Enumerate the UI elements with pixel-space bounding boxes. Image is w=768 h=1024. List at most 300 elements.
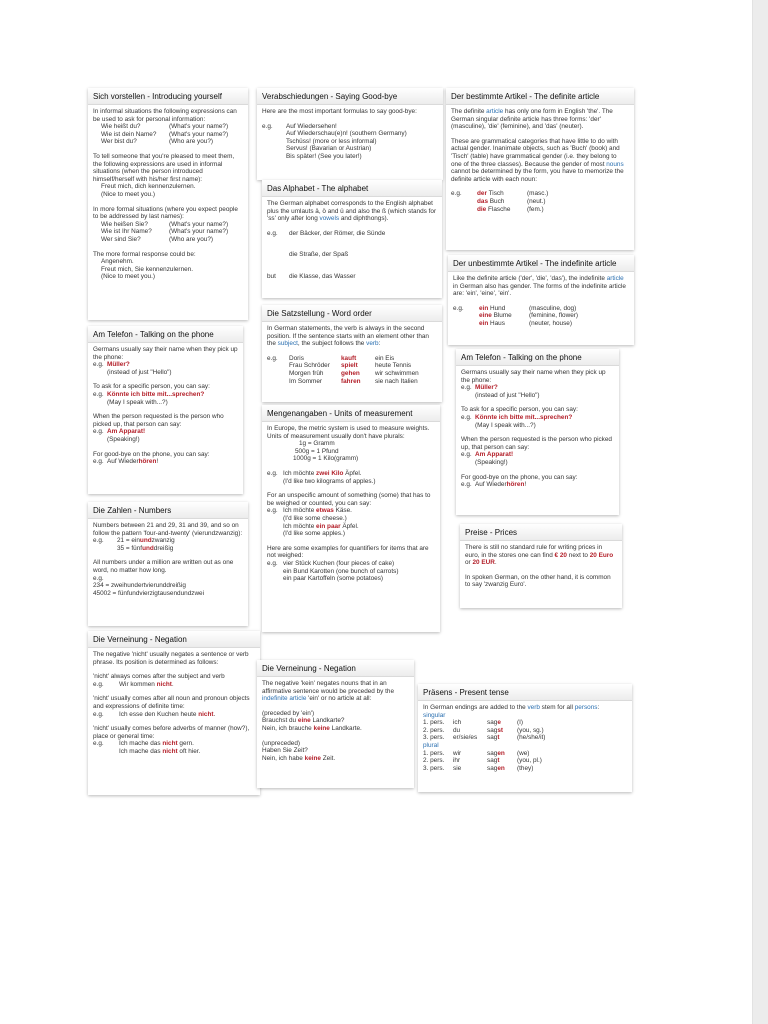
phrase-de	[119, 740, 194, 748]
text: In Europe, the metric system is used to measure weights. Units of measurement usually don't have plurals:	[267, 425, 430, 440]
ending: en	[497, 764, 505, 772]
eg-label: e.g.	[93, 390, 104, 398]
noun: Blume	[491, 312, 512, 320]
text: Zeit.	[320, 754, 336, 762]
phrase-de: Tschüss! (more or less informal)	[286, 137, 377, 145]
phrase-en: (instead of just "Hello")	[107, 368, 172, 376]
translation: (he/she/it)	[517, 734, 546, 742]
phrase-de: Am Apparat!	[475, 451, 514, 459]
text: Wir kommen	[119, 680, 157, 688]
phrase-de: Müller?	[107, 361, 130, 369]
phrase-de: Freut mich, Sie kennenzulernen.	[101, 265, 194, 273]
phrase-en: (May I speak with...?)	[107, 398, 168, 406]
verb: kauft	[341, 354, 357, 362]
example-row	[262, 130, 438, 138]
text: In German statements, the verb is always in the second position. If the sentence starts with an element other than the	[267, 325, 429, 348]
eg-label: e.g.	[267, 229, 278, 237]
highlight: und	[139, 537, 152, 545]
pronoun: er/sie/es	[453, 734, 478, 742]
gender: (fem.)	[527, 205, 544, 213]
eg-label: e.g.	[93, 740, 104, 748]
conjugation-row	[423, 765, 627, 773]
article-row	[453, 320, 629, 328]
verb-link[interactable]: verb	[366, 340, 379, 348]
text: The German alphabet corresponds to the English alphabet plus the umlauts ä, ö and ü and also the ß (which stands for 'ss' only after long	[267, 200, 437, 223]
phrase-en: (Nice to meet you.)	[101, 190, 155, 198]
highlight: zwei Kilo	[316, 469, 344, 477]
article-row	[453, 305, 629, 313]
text: All numbers under a million are written out as one word, no matter how long.	[93, 559, 234, 574]
pronoun: wir	[453, 749, 462, 757]
rest: sie nach Italien	[375, 377, 418, 385]
ending: st	[497, 726, 503, 734]
eg-label: e.g.	[453, 304, 464, 312]
text: Ich möchte	[283, 507, 317, 515]
phrase-de: Wie heißen Sie?	[101, 220, 148, 228]
eg-label: e.g.	[93, 710, 104, 718]
singular-label: singular	[423, 711, 446, 719]
verb-form	[487, 750, 517, 758]
example-row	[461, 451, 614, 459]
price-format: € 20	[554, 551, 567, 559]
person-number: 3. pers.	[423, 734, 445, 742]
text: Ich mache das	[119, 747, 163, 755]
card-definite-article	[446, 88, 634, 250]
text: For an unspecific amount of something (some) that has to be weighed or counted, you can say:	[267, 492, 431, 507]
phrase-de: Könnte ich bitte mit...sprechen?	[107, 390, 205, 398]
phrase-en: (May I speak with...?)	[475, 421, 536, 429]
card-indefinite-article	[448, 255, 634, 345]
verb: spielt	[341, 362, 358, 370]
eg-label: e.g.	[93, 458, 104, 466]
first-element: Frau Schröder	[289, 362, 330, 370]
verb: fahren	[341, 377, 361, 385]
example-row	[93, 537, 243, 545]
article-link[interactable]: article	[486, 108, 504, 115]
phrase-de: Freut mich, dich kennenzulernen.	[101, 183, 196, 191]
text: .	[171, 680, 174, 688]
text: Ich esse den Kuchen heute	[119, 710, 199, 718]
phrase-en: (What's your name?)	[169, 123, 229, 131]
plural-label: plural	[423, 741, 439, 749]
highlight: etwas	[316, 507, 334, 515]
noun: Tisch	[486, 190, 504, 198]
example-row	[461, 384, 614, 392]
price-format: 20 Euro	[589, 551, 614, 559]
article: das	[477, 197, 489, 205]
article: der	[477, 190, 487, 198]
eg-label: e.g.	[461, 451, 472, 459]
phrase-de: Wer bist du?	[101, 138, 137, 146]
text: zwanzig	[151, 537, 175, 545]
card-negation-kein	[257, 660, 414, 788]
phrase-de: vier Stück Kuchen (four pieces of cake)	[283, 559, 395, 567]
phrase-en: (Who are you?)	[169, 235, 214, 243]
text: Auf Wieder	[107, 458, 139, 466]
phrase-de: ein Bund Karotten (one bunch of carrots)	[283, 567, 399, 575]
card-saying-goodbye	[257, 88, 443, 180]
phrase-de	[262, 725, 409, 733]
phrase-de: Auf Wiedersehen!	[286, 122, 337, 130]
stem: sag	[487, 757, 498, 765]
conjugation-row	[423, 727, 627, 735]
word-order-row	[267, 370, 437, 378]
verb-form	[487, 757, 517, 765]
verb-form	[487, 727, 517, 735]
text: stem for all	[539, 704, 575, 711]
text: To tell someone that you're pleased to meet them, the following expressions are used in informal situations (when the person introduced himself/herself with his/her first name):	[93, 152, 235, 183]
article-row	[451, 190, 629, 198]
article-row	[451, 206, 629, 214]
first-element: Im Sommer	[289, 377, 323, 385]
text: Here are some examples for quantifiers for items that are not weighed:	[267, 544, 429, 560]
eg-label: e.g.	[267, 469, 278, 477]
phrase-row	[93, 228, 243, 236]
verb-link[interactable]: verb	[527, 704, 540, 711]
text: In informal situations the following expressions can be used to ask for personal information:	[93, 108, 237, 123]
highlight: hören	[138, 458, 157, 466]
example-row	[267, 560, 435, 568]
conjugation-row	[423, 757, 627, 765]
text: In spoken German, on the other hand, it is common to say 'zwanzig Euro'.	[465, 573, 611, 589]
word-order-row	[267, 355, 437, 363]
highlight: keine	[313, 724, 330, 732]
text: Here are the most important formulas to say good-bye:	[262, 108, 417, 115]
phrase-row	[93, 131, 243, 139]
ending: t	[497, 757, 500, 765]
example: die Klasse, das Wasser	[289, 272, 356, 280]
example-row	[267, 230, 437, 238]
noun: Buch	[488, 197, 505, 205]
phrase-de	[262, 755, 409, 763]
example-row	[262, 138, 438, 146]
word-order-row	[267, 378, 437, 386]
highlight: eine	[297, 717, 311, 725]
text: Nein, ich habe	[262, 754, 305, 762]
phrase-de: Wie heißt du?	[101, 123, 141, 131]
eg-label: e.g.	[267, 354, 278, 362]
text: Nein, ich brauche	[262, 724, 314, 732]
text: .	[213, 710, 216, 718]
text: (preceded by 'ein')	[262, 709, 315, 717]
scrollbar[interactable]	[752, 0, 768, 1024]
text	[465, 544, 617, 567]
card-word-order	[262, 305, 442, 402]
card-units-of-measurement	[262, 405, 440, 632]
text: oft hier.	[177, 747, 201, 755]
persons-link[interactable]: persons	[574, 704, 598, 711]
article: ein	[479, 319, 489, 327]
phrase-de	[119, 711, 215, 719]
phrase-row	[93, 236, 243, 244]
text: Äpfel.	[340, 522, 359, 530]
phrase-de: ein paar Kartoffeln (some potatoes)	[283, 575, 384, 583]
card-title: Präsens - Present tense	[418, 684, 632, 701]
text: These are grammatical categories that have little to do with actual gender. Inanimate objects, such as 'Buch' (book) and 'Tisch' (table) have grammatical gender (i.e. they belong to one of the three classes). Because the gender of most	[451, 137, 620, 168]
text: Landkarte?	[310, 717, 345, 725]
text: 'ein' or no article at all:	[306, 695, 372, 703]
phrase-de: Könnte ich bitte mit...sprechen?	[475, 413, 573, 421]
phrase-de	[262, 717, 409, 725]
card-numbers	[88, 502, 248, 626]
phrase-en: (I'd like some apples.)	[283, 530, 345, 538]
card-title: Verabschiedungen - Saying Good-bye	[257, 88, 443, 105]
article: die	[477, 205, 487, 213]
example-row	[93, 681, 255, 689]
card-telephone-left	[88, 326, 243, 494]
text: next to	[566, 551, 590, 559]
example-row	[267, 251, 437, 259]
first-element: Doris	[289, 354, 304, 362]
first-element: Morgen früh	[289, 369, 324, 377]
measure: 1000g = 1 Kilo(gramm)	[293, 455, 359, 463]
rest: ein Eis	[375, 354, 395, 362]
indefinite-article-link[interactable]: indefinite article	[262, 695, 307, 703]
text: Ich möchte	[283, 522, 317, 530]
article-row	[451, 198, 629, 206]
person-number: 2. pers.	[423, 757, 445, 765]
card-title: Am Telefon - Talking on the phone	[88, 326, 243, 343]
phrase-en: (I'd like some cheese.)	[283, 514, 347, 522]
phrase-en: (What's your name?)	[169, 228, 229, 236]
phrase-row	[93, 138, 243, 146]
highlight: nicht	[198, 710, 214, 718]
subject-link[interactable]: subject	[277, 340, 298, 348]
example-row	[93, 428, 238, 436]
text: , the subject follows the	[297, 340, 367, 348]
stem: sag	[487, 764, 498, 772]
number	[117, 545, 173, 553]
text: Like the definite article ('der', 'die', 'das'), the indefinite	[453, 275, 607, 282]
text: Käse.	[333, 507, 352, 515]
article-link[interactable]: article	[606, 275, 624, 282]
phrase-de: Haben Sie Zeit?	[262, 747, 308, 755]
eg-label: e.g.	[93, 537, 104, 545]
vowels-link[interactable]: vowels	[319, 215, 340, 223]
card-title: Mengenangaben - Units of measurement	[262, 405, 440, 422]
card-prices	[460, 524, 622, 608]
highlight: nicht	[162, 740, 178, 748]
text: When the person requested is the person who picked up, that person can say:	[93, 413, 224, 428]
gender: (feminine, flower)	[529, 312, 579, 320]
card-present-tense	[418, 684, 632, 792]
example-row	[93, 391, 238, 399]
price-format: 20 EUR	[472, 559, 495, 567]
ending: en	[497, 749, 505, 757]
translation: (we)	[517, 749, 530, 757]
number: 45002 = fünfundvierzigtausendundzwei	[93, 589, 205, 597]
stem: sag	[487, 749, 498, 757]
eg-label: e.g.	[461, 413, 472, 421]
pronoun: ich	[453, 719, 462, 727]
example-row	[93, 361, 238, 369]
text: Landkarte.	[329, 724, 362, 732]
card-title: Sich vorstellen - Introducing yourself	[88, 88, 248, 105]
text	[262, 680, 409, 703]
text: To ask for a specific person, you can say:	[93, 383, 210, 391]
number	[117, 537, 175, 545]
text	[453, 275, 629, 298]
text: Brauchst du	[262, 717, 298, 725]
phrase-de: Wer sind Sie?	[101, 235, 141, 243]
text: Äpfel.	[343, 469, 362, 477]
text: Numbers between 21 and 29, 31 and 39, and so on follow the pattern 'four-and-twenty' (vierundzwanzig):	[93, 522, 243, 537]
verb: gehen	[341, 369, 360, 377]
article-row	[453, 312, 629, 320]
person-number: 3. pers.	[423, 764, 445, 772]
phrase-row	[93, 221, 243, 229]
highlight: ein paar	[316, 522, 341, 530]
example-row	[93, 545, 243, 553]
noun: Haus	[488, 319, 505, 327]
eg-label: e.g.	[267, 559, 278, 567]
example-row	[262, 153, 438, 161]
example-row	[262, 145, 438, 153]
card-title: Der bestimmte Artikel - The definite article	[446, 88, 634, 105]
eg-label: e.g.	[93, 428, 104, 436]
phrase-de	[283, 470, 362, 478]
person-number: 1. pers.	[423, 719, 445, 727]
noun: Flasche	[486, 205, 511, 213]
text: Ich mache das	[119, 740, 163, 748]
eg-label: e.g.	[267, 507, 278, 515]
phrase-de: Angenehm.	[101, 258, 134, 266]
verb-form	[487, 719, 517, 727]
text: Germans usually say their name when they pick up the phone:	[461, 369, 606, 384]
pronoun: ihr	[453, 757, 461, 765]
ending: t	[497, 734, 500, 742]
number: 234 = zweihundertvierunddreißig	[93, 582, 186, 590]
eg-label: e.g.	[262, 122, 273, 130]
text: In German	[423, 704, 455, 711]
pronoun: sie	[453, 764, 462, 772]
text: The more formal response could be:	[93, 250, 196, 258]
text: endings are added to the	[454, 704, 528, 711]
example-row	[267, 273, 437, 281]
text: cannot be determined by the form, you have to memorize the definite article with each noun:	[451, 168, 624, 183]
phrase-de: Wie ist dein Name?	[101, 130, 157, 138]
phrase-de	[119, 681, 174, 689]
text: gern.	[177, 740, 194, 748]
example-row	[262, 123, 438, 131]
stem: sag	[487, 726, 498, 734]
gender: (neuter, house)	[529, 319, 572, 327]
measure: 1g = Gramm	[299, 440, 335, 448]
text: To ask for a specific person, you can say:	[461, 406, 578, 414]
text: (unpreceded)	[262, 739, 301, 747]
card-title: Der unbestimmte Artikel - The indefinite article	[448, 255, 634, 272]
text: 21 = ein	[117, 537, 140, 545]
text: For good-bye on the phone, you can say:	[93, 450, 210, 458]
example-row	[93, 711, 255, 719]
phrase-en: (Speaking!)	[107, 435, 140, 443]
text: :	[378, 340, 381, 348]
example-row	[461, 414, 614, 422]
phrase-en: (What's your name?)	[169, 130, 229, 138]
example-row	[461, 481, 614, 489]
highlight: keine	[304, 754, 321, 762]
card-title: Preise - Prices	[460, 524, 622, 541]
card-title: Die Zahlen - Numbers	[88, 502, 248, 519]
eg-label: e.g.	[93, 574, 104, 582]
conjugation-row	[423, 734, 627, 742]
phrase-de	[475, 481, 526, 489]
text: When the person requested is the person who picked up, that person can say:	[461, 436, 612, 451]
person-number: 1. pers.	[423, 749, 445, 757]
phrase-de	[283, 507, 352, 515]
text	[423, 704, 627, 712]
highlight: hören	[506, 481, 525, 489]
text: The negative 'kein' negates nouns that in an affirmative sentence would be preceded by the	[262, 680, 395, 695]
text: Auf Wieder	[475, 481, 507, 489]
text: 'nicht' usually comes before adverbs of manner (how?), place or general time:	[93, 725, 250, 740]
gender: (masculine, dog)	[529, 304, 577, 312]
example: der Bäcker, der Römer, die Sünde	[289, 229, 386, 237]
eg-label: e.g.	[93, 680, 104, 688]
conjugation-row	[423, 719, 627, 727]
card-title: Die Verneinung - Negation	[257, 660, 414, 677]
highlight: nicht	[162, 747, 178, 755]
verb-form	[487, 734, 517, 742]
text: For good-bye on the phone, you can say:	[461, 473, 578, 481]
noun: Hund	[488, 304, 506, 312]
highlight: und	[142, 544, 154, 552]
text: 'nicht' usually comes after all noun and pronoun objects and expressions of definite time:	[93, 695, 250, 710]
phrase-de	[107, 458, 158, 466]
gender: (neut.)	[527, 197, 546, 205]
eg-label: e.g.	[451, 190, 462, 198]
example-row	[93, 748, 255, 756]
card-alphabet	[262, 180, 442, 298]
eg-label: e.g.	[461, 384, 472, 392]
text: 35 = fünf	[117, 544, 143, 552]
ending: e	[497, 719, 501, 727]
translation: (they)	[517, 764, 534, 772]
nouns-link[interactable]: nouns	[606, 160, 624, 168]
eg-label: e.g.	[93, 361, 104, 369]
text: !	[524, 481, 527, 489]
article: ein	[479, 304, 489, 312]
word-order-row	[267, 362, 437, 370]
phrase-de: Müller?	[475, 384, 498, 392]
text: In more formal situations (where you expect people to be addressed by last names):	[93, 205, 238, 221]
text: :	[597, 704, 600, 711]
text: Germans usually say their name when they pick up the phone:	[93, 346, 238, 361]
text: dreißig	[153, 544, 174, 552]
card-title: Die Satzstellung - Word order	[262, 305, 442, 322]
text: .	[494, 559, 497, 567]
phrase-de: Am Apparat!	[107, 428, 146, 436]
translation: (you, pl.)	[517, 757, 542, 765]
card-title: Am Telefon - Talking on the phone	[456, 349, 619, 366]
measure: 500g = 1 Pfund	[295, 447, 339, 455]
text	[267, 325, 437, 348]
card-title: Die Verneinung - Negation	[88, 631, 260, 648]
text	[267, 200, 437, 223]
article: eine	[479, 312, 492, 320]
phrase-en: (Nice to meet you.)	[101, 273, 155, 281]
person-number: 2. pers.	[423, 726, 445, 734]
text: and diphthongs).	[339, 215, 389, 223]
but-label: but	[267, 272, 276, 280]
pronoun: du	[453, 726, 461, 734]
phrase-en: (instead of just "Hello")	[475, 391, 540, 399]
card-telephone-right	[456, 349, 619, 515]
card-negation-nicht	[88, 631, 260, 795]
phrase-de: Auf Wiederschau(e)n! (southern Germany)	[286, 130, 407, 138]
phrase-de: Bis später! (See you later!)	[286, 152, 362, 160]
translation: (you, sg.)	[517, 726, 544, 734]
